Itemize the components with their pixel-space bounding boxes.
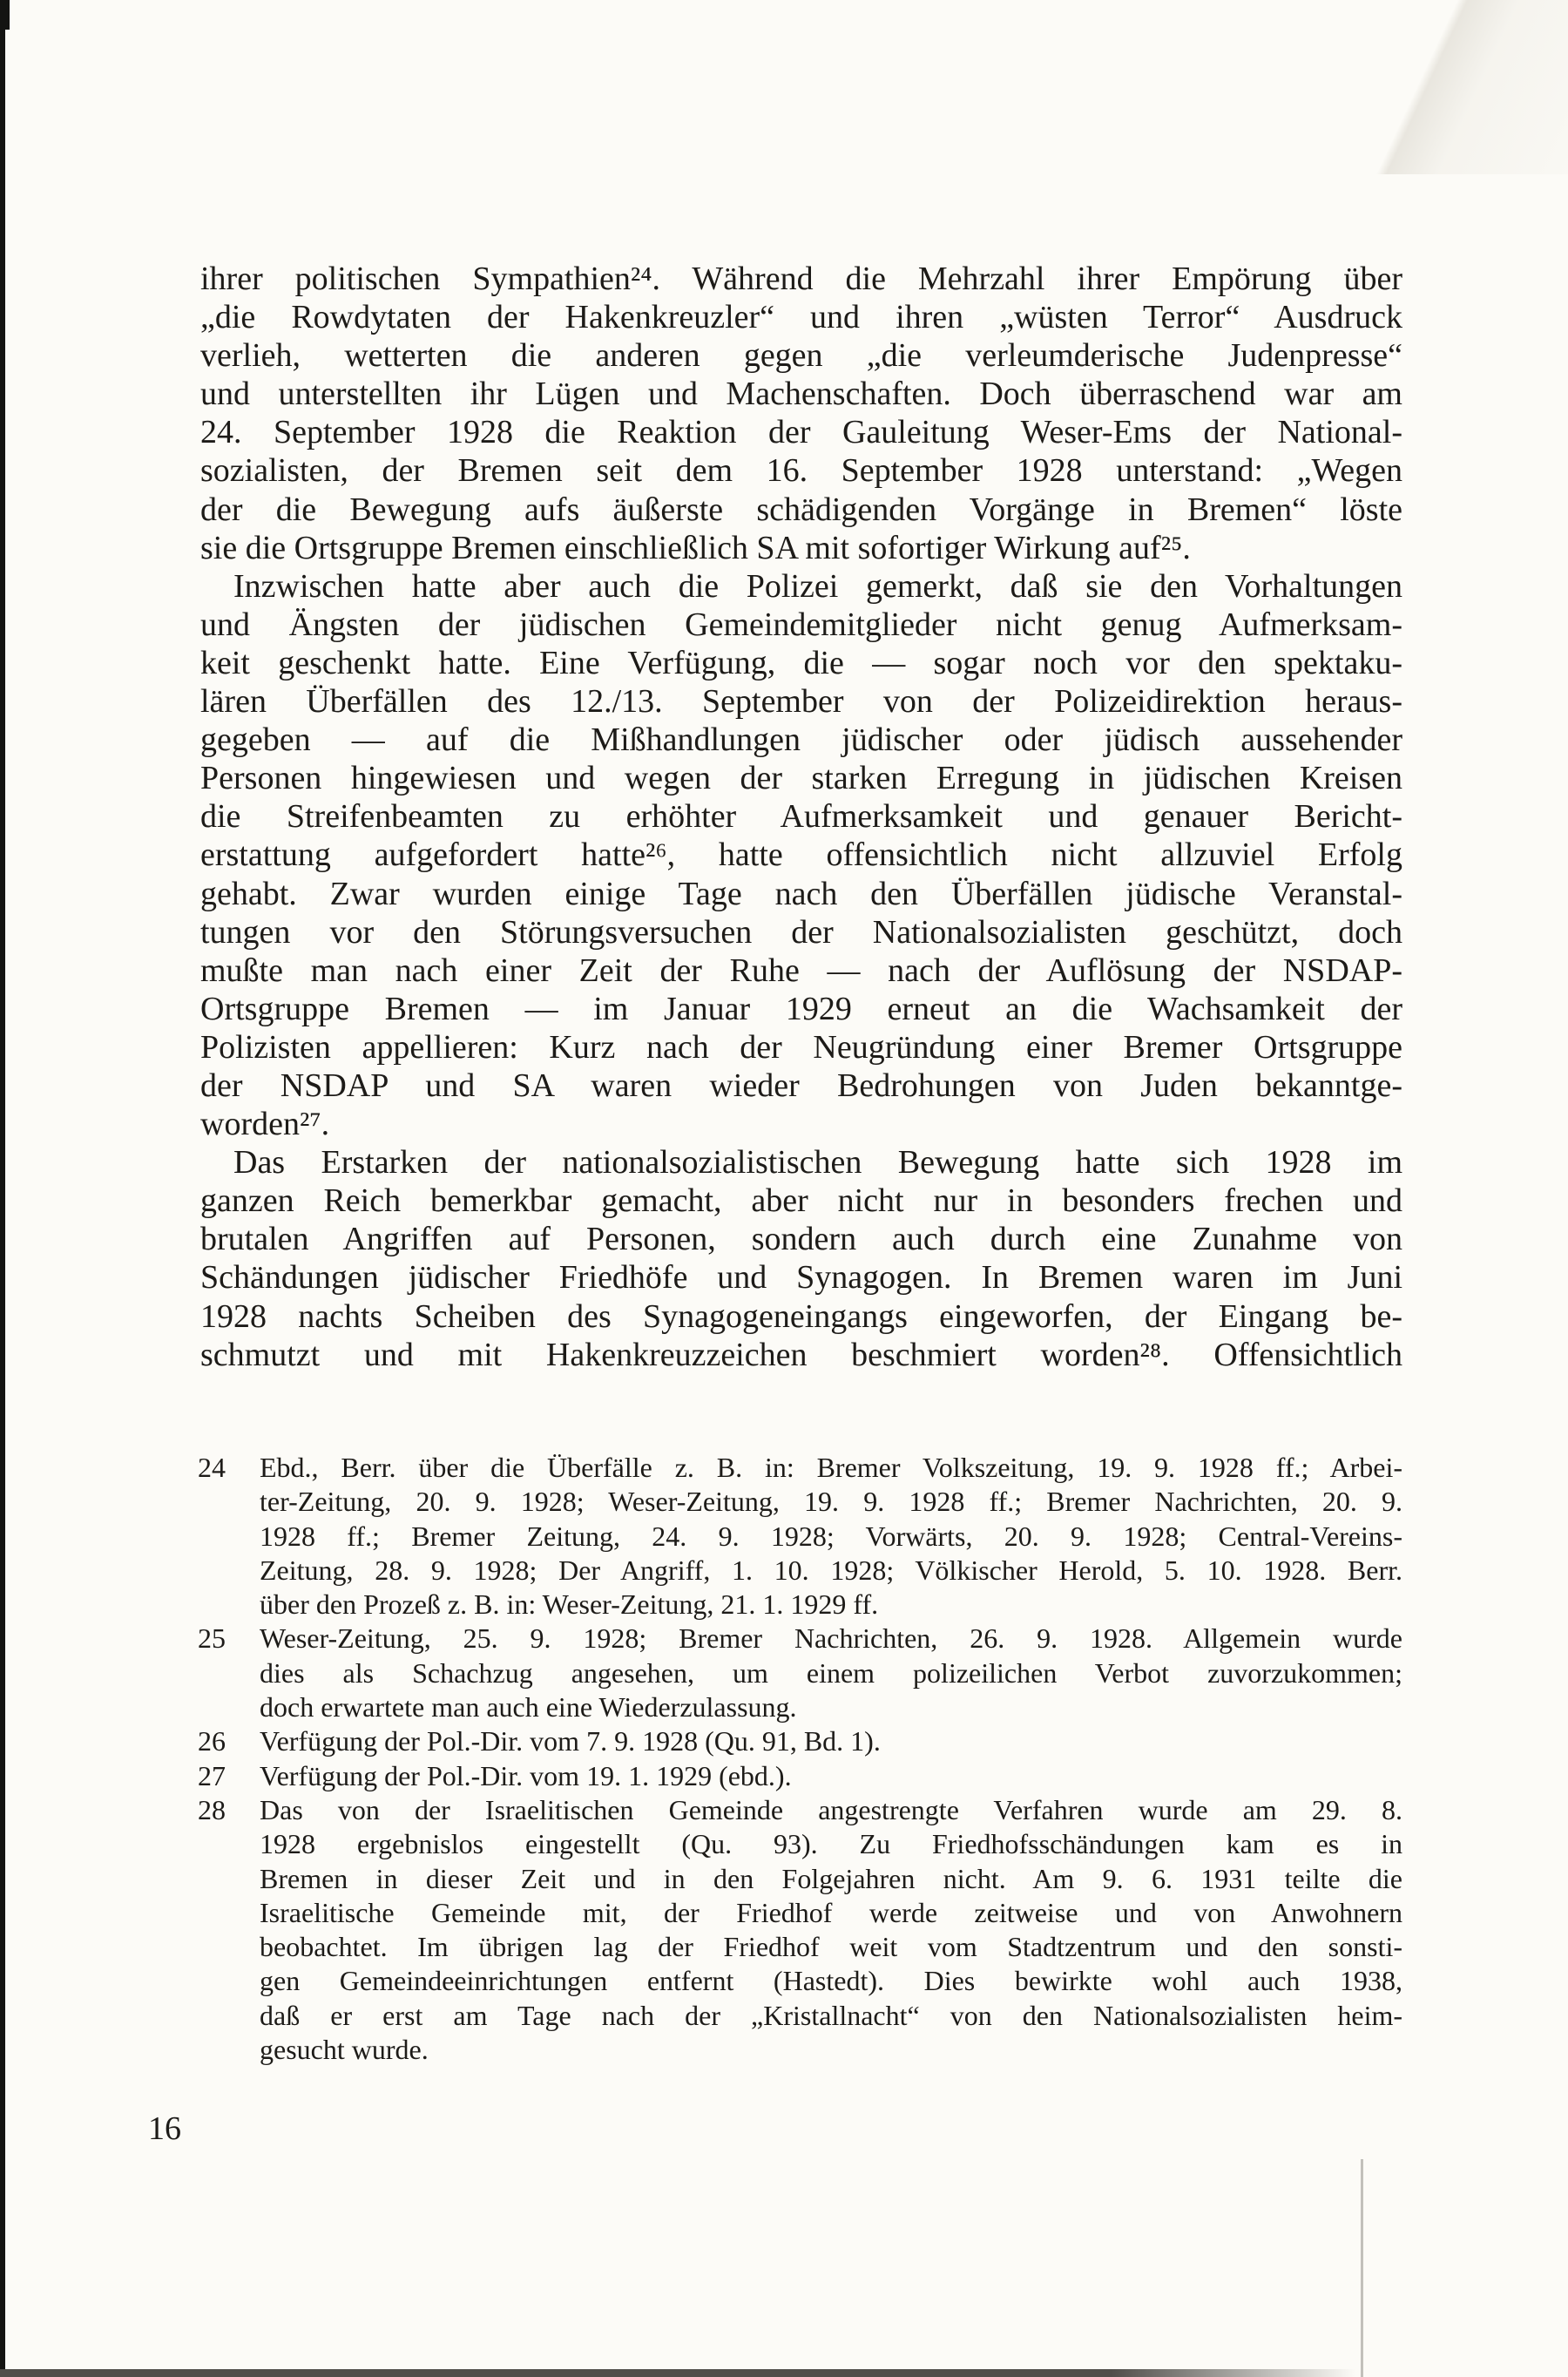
body-text-block: [200, 260, 1402, 1374]
body-text-line: ihrer politischen Sympathien²⁴. Während die Mehrzahl ihrer Empörung über: [200, 261, 1402, 297]
body-text-line: erstattung aufgefordert hatte²⁶, hatte offensichtlich nicht allzuviel Erfolg: [200, 836, 1402, 874]
scan-bottom-edge: [0, 2369, 1355, 2377]
scan-left-edge-bar-top: [0, 0, 10, 30]
body-text-line: die Streifenbeamten zu erhöhter Aufmerksamkeit und genauer Bericht-: [200, 798, 1402, 836]
body-text-line: „die Rowdytaten der Hakenkreuzler“ und ihren „wüsten Terror“ Ausdruck: [200, 299, 1402, 336]
body-text-line: sozialisten, der Bremen seit dem 16. September 1928 unterstand: „Wegen: [200, 452, 1402, 490]
footnote: [198, 1759, 1402, 1793]
footnote-line: über den Prozeß z. B. in: Weser-Zeitung, 21. 1. 1929 ff.: [260, 1588, 879, 1621]
body-text-line: der NSDAP und SA waren wieder Bedrohungen von Juden bekanntge-: [200, 1067, 1402, 1104]
body-text-line: Inzwischen hatte aber auch die Polizei gemerkt, daß sie den Vorhaltungen: [233, 567, 1402, 605]
footnote-line: gen Gemeindeeinrichtungen entfernt (Hastedt). Dies bewirkte wohl auch 1938,: [260, 1965, 1402, 1997]
footnote-number: 24: [198, 1452, 226, 1483]
scan-page-edge-line: [1361, 2159, 1363, 2377]
body-text-line: und Ängsten der jüdischen Gemeindemitglieder nicht genug Aufmerksam-: [200, 606, 1402, 643]
scan-left-edge-bar: [0, 0, 5, 2377]
footnote-number: 27: [198, 1759, 226, 1791]
footnote: [198, 1793, 1402, 2067]
footnote: [198, 1724, 1402, 1758]
footnote: [198, 1622, 1402, 1724]
footnote-line: gesucht wurde.: [260, 2034, 429, 2066]
body-text-line: Schändungen jüdischer Friedhöfe und Synagogen. In Bremen waren im Juni: [200, 1259, 1402, 1297]
body-text-line: brutalen Angriffen auf Personen, sondern auch durch eine Zunahme von: [200, 1221, 1402, 1258]
footnote-number: 28: [198, 1793, 226, 1825]
footnote-line: dies als Schachzug angesehen, um einem polizeilichen Verbot zuvorzukommen;: [260, 1656, 1402, 1689]
footnote-line: doch erwartete man auch eine Wiederzulassung.: [260, 1691, 797, 1723]
body-text-line: 1928 nachts Scheiben des Synagogeneingangs eingeworfen, der Eingang be-: [200, 1297, 1402, 1335]
body-text-line: 24. September 1928 die Reaktion der Gauleitung Weser-Ems der National-: [200, 414, 1402, 451]
footnote-line: Israelitische Gemeinde mit, der Friedhof werde zeitweise und von Anwohnern: [260, 1896, 1402, 1928]
body-text-line: Das Erstarken der nationalsozialistischen Bewegung hatte sich 1928 im: [233, 1144, 1402, 1182]
body-text-line: sie die Ortsgruppe Bremen einschließlich SA mit sofortiger Wirkung auf²⁵.: [200, 529, 1191, 566]
footnote: [198, 1451, 1402, 1622]
body-text-line: verlieh, wetterten die anderen gegen „die verleumderische Judenpresse“: [200, 337, 1402, 375]
body-text-line: keit geschenkt hatte. Eine Verfügung, die — sogar noch vor den spektaku-: [200, 644, 1402, 681]
footnote-line: daß er erst am Tage nach der „Kristallnacht“ von den Nationalsozialisten heim-: [260, 1999, 1402, 2031]
footnote-line: Verfügung der Pol.-Dir. vom 7. 9. 1928 (Qu. 91, Bd. 1).: [260, 1725, 881, 1757]
body-text-line: gehabt. Zwar wurden einige Tage nach den Überfällen jüdische Veranstal-: [200, 875, 1402, 912]
footnote-line: 1928 ff.; Bremer Zeitung, 24. 9. 1928; Vorwärts, 20. 9. 1928; Central-Vereins-: [260, 1520, 1402, 1552]
footnote-line: ter-Zeitung, 20. 9. 1928; Weser-Zeitung, 19. 9. 1928 ff.; Bremer Nachrichten, 20. 9.: [260, 1486, 1402, 1518]
footnote-line: Ebd., Berr. über die Überfälle z. B. in: Bremer Volkszeitung, 19. 9. 1928 ff.; Arbei-: [260, 1452, 1402, 1483]
footnote-line: Bremen in dieser Zeit und in den Folgejahren nicht. Am 9. 6. 1931 teilte die: [260, 1862, 1402, 1894]
footnote-line: Verfügung der Pol.-Dir. vom 19. 1. 1929 (ebd.).: [260, 1759, 792, 1791]
footnote-number: 26: [198, 1725, 226, 1757]
body-text-line: ganzen Reich bemerkbar gemacht, aber nicht nur in besonders frechen und: [200, 1182, 1402, 1220]
scan-corner-shadow: [1307, 0, 1568, 174]
body-text-line: worden²⁷.: [200, 1106, 330, 1143]
body-text-line: Personen hingewiesen und wegen der starken Erregung in jüdischen Kreisen: [200, 760, 1402, 797]
body-text-line: mußte man nach einer Zeit der Ruhe — nach der Auflösung der NSDAP-: [200, 951, 1402, 989]
body-text-line: lären Überfällen des 12./13. September von der Polizeidirektion heraus-: [200, 683, 1402, 721]
footnote-line: Weser-Zeitung, 25. 9. 1928; Bremer Nachrichten, 26. 9. 1928. Allgemein wurde: [260, 1622, 1402, 1655]
footnote-line: Zeitung, 28. 9. 1928; Der Angriff, 1. 10. 1928; Völkischer Herold, 5. 10. 1928. Berr.: [260, 1554, 1402, 1586]
body-text-line: gegeben — auf die Mißhandlungen jüdischer oder jüdisch aussehender: [200, 721, 1402, 759]
footnote-line: Das von der Israelitischen Gemeinde angestrengte Verfahren wurde am 29. 8.: [260, 1793, 1402, 1825]
body-text-line: der die Bewegung aufs äußerste schädigenden Vorgänge in Bremen“ löste: [200, 491, 1402, 528]
footnote-number: 25: [198, 1622, 226, 1655]
footnotes-block: [198, 1451, 1402, 2067]
body-text-line: tungen vor den Störungsversuchen der Nationalsozialisten geschützt, doch: [200, 913, 1402, 951]
footnote-line: beobachtet. Im übrigen lag der Friedhof weit vom Stadtzentrum und den sonsti-: [260, 1931, 1402, 1963]
body-text-line: Ortsgruppe Bremen — im Januar 1929 erneut an die Wachsamkeit der: [200, 990, 1402, 1027]
body-text-line: schmutzt und mit Hakenkreuzzeichen beschmiert worden²⁸. Offensichtlich: [200, 1336, 1402, 1373]
page-number: 16: [148, 2110, 181, 2147]
body-text-line: Polizisten appellieren: Kurz nach der Neugründung einer Bremer Ortsgruppe: [200, 1028, 1402, 1066]
footnote-line: 1928 ergebnislos eingestellt (Qu. 93). Zu Friedhofsschändungen kam es in: [260, 1828, 1402, 1860]
body-text-line: und unterstellten ihr Lügen und Machenschaften. Doch überraschend war am: [200, 376, 1402, 413]
